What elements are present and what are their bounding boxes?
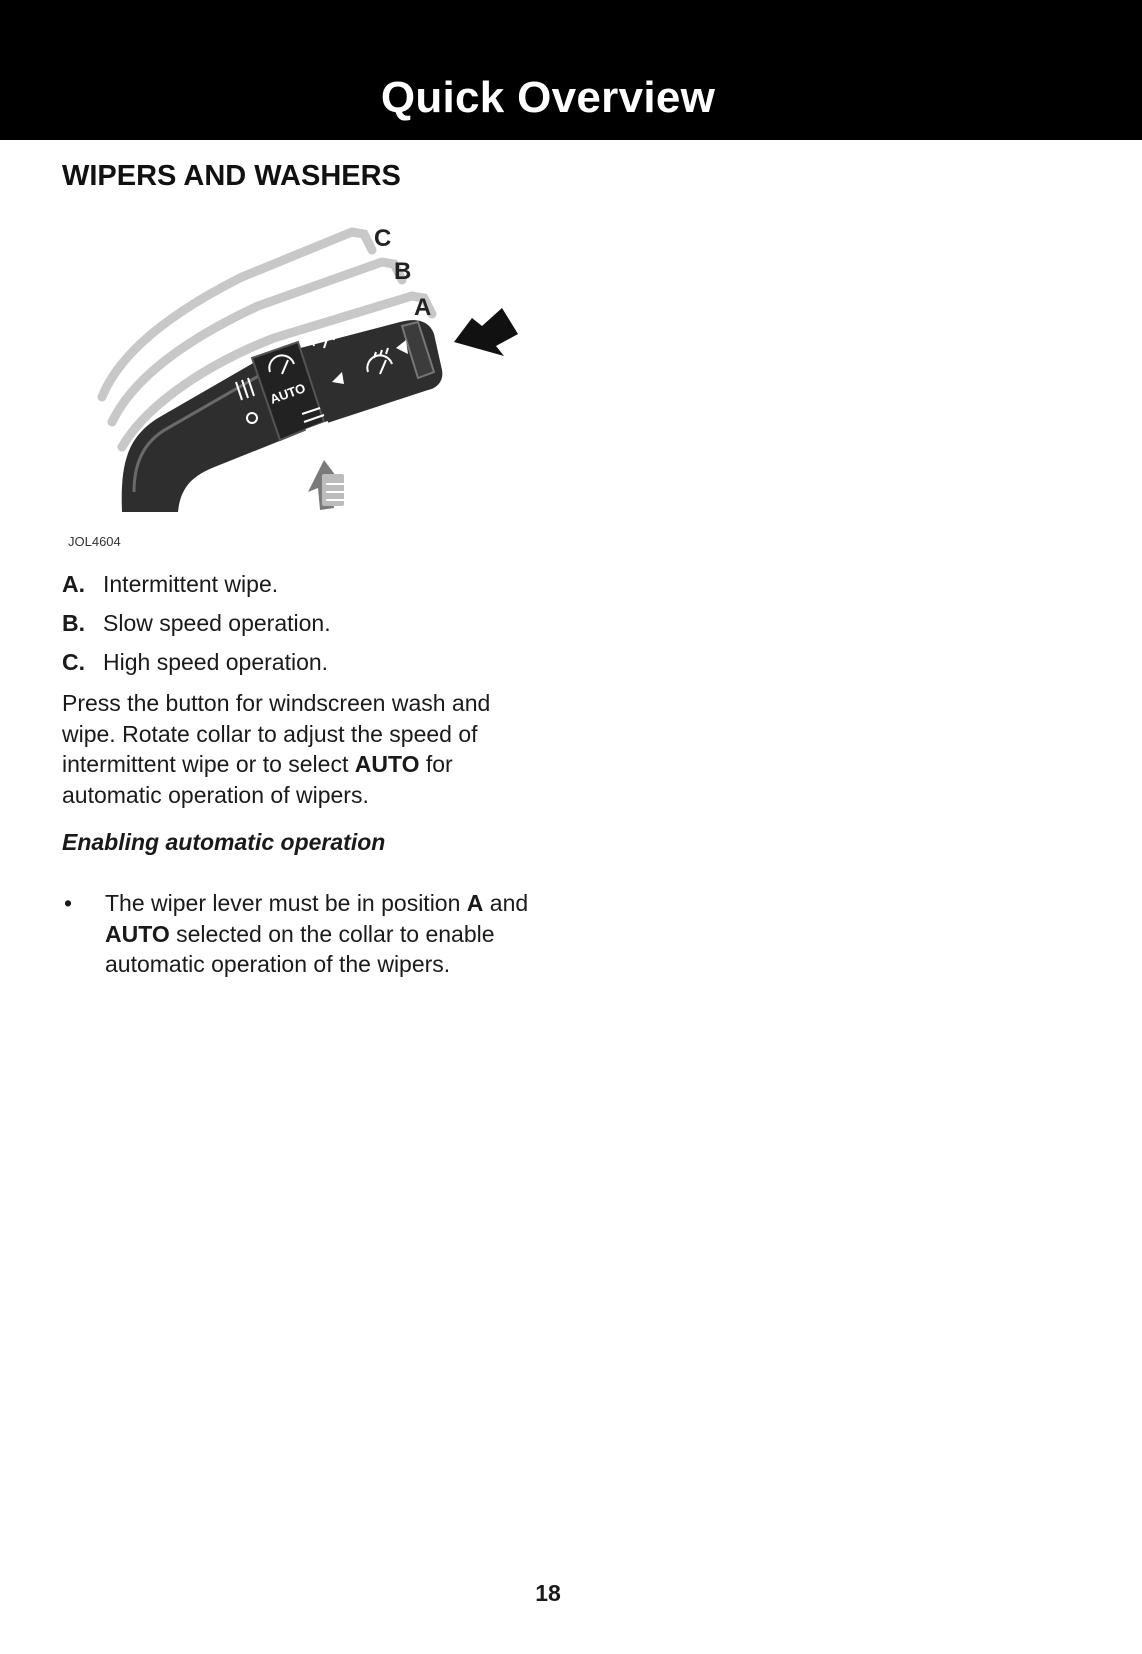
figure-reference: JOL4604 xyxy=(68,534,121,549)
bullet-emphasis: A xyxy=(466,890,484,916)
paragraph-text: Press the button for windscreen wash and wipe. Rotate collar to adjust the speed of intermittent wipe or to select xyxy=(62,690,491,777)
legend-item xyxy=(62,570,532,609)
wiper-lever-illustration xyxy=(62,222,542,542)
paragraph-text: for automatic operation of wipers. xyxy=(62,751,453,808)
legend-text: Intermittent wipe. xyxy=(103,571,279,597)
bullet-text-part: and xyxy=(483,890,529,916)
legend-key: C. xyxy=(62,649,85,675)
legend-key: A. xyxy=(62,571,85,597)
legend-item xyxy=(62,609,532,648)
position-label-a: A xyxy=(414,294,432,321)
page-number: 18 xyxy=(535,1580,561,1606)
paragraph-emphasis: AUTO xyxy=(354,751,420,777)
header-band xyxy=(0,0,1142,140)
bullet-text xyxy=(105,888,537,980)
legend-text: Slow speed operation. xyxy=(103,610,331,636)
position-label-c: C xyxy=(374,225,392,252)
bullet-item xyxy=(62,888,537,980)
position-label-b: B xyxy=(394,258,412,285)
bullet-text-part: selected on the collar to enable automatic operation of the wipers. xyxy=(105,920,495,977)
collar-auto-label: AUTO xyxy=(267,380,308,407)
instruction-paragraph xyxy=(62,688,537,810)
wiper-lever-figure xyxy=(62,222,542,557)
section-heading: WIPERS AND WASHERS xyxy=(62,160,401,192)
legend-text: High speed operation. xyxy=(103,649,329,675)
bullet-emphasis: AUTO xyxy=(105,920,170,947)
push-arrow-icon xyxy=(454,308,518,356)
bullet-list xyxy=(62,888,537,980)
rotate-collar-arrow-icon xyxy=(308,460,344,510)
page-title: Quick Overview xyxy=(380,73,716,122)
legend-item xyxy=(62,648,532,687)
subheading: Enabling automatic operation xyxy=(62,829,386,855)
bullet-text-part: The wiper lever must be in position xyxy=(105,890,467,916)
bullet-marker: • xyxy=(64,890,73,916)
position-legend xyxy=(62,570,532,687)
legend-key: B. xyxy=(62,610,85,636)
